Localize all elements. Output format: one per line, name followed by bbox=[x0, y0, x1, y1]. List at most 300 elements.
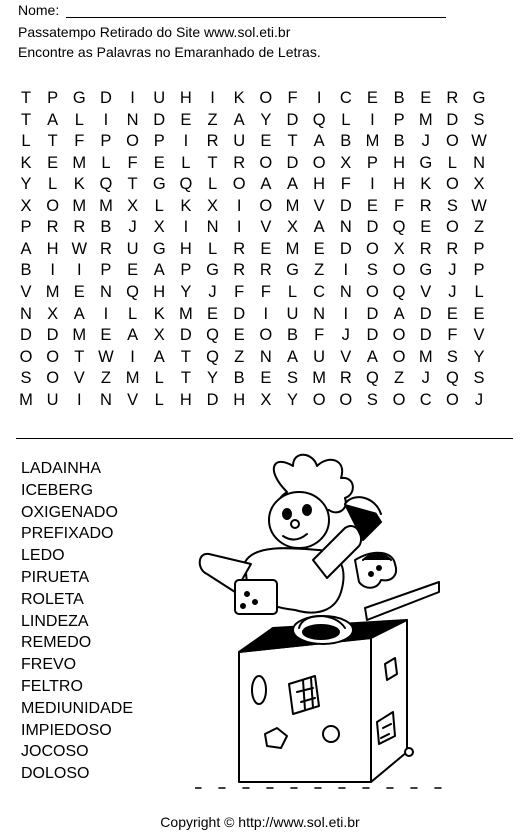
grid-letter: D bbox=[366, 304, 379, 323]
grid-letter: L bbox=[207, 239, 218, 258]
grid-letter: Y bbox=[20, 175, 32, 194]
grid-letter: D bbox=[339, 196, 352, 215]
grid-letter: L bbox=[181, 153, 191, 172]
grid-row bbox=[16, 196, 512, 216]
grid-letter: Y bbox=[207, 369, 219, 388]
grid-letter: P bbox=[100, 132, 112, 151]
grid-letter: Y bbox=[180, 282, 192, 301]
grid-letter: O bbox=[259, 153, 273, 172]
grid-letter: M bbox=[418, 347, 433, 366]
grid-letter: O bbox=[392, 347, 406, 366]
grid-letter: T bbox=[127, 175, 138, 194]
grid-letter: C bbox=[313, 282, 326, 301]
grid-letter: A bbox=[366, 347, 378, 366]
grid-letter: S bbox=[473, 369, 485, 388]
grid-letter: C bbox=[339, 89, 352, 107]
grid-letter: H bbox=[46, 239, 59, 258]
grid-letter: Z bbox=[234, 347, 245, 366]
grid-row bbox=[16, 88, 512, 108]
grid-letter: M bbox=[45, 282, 60, 301]
grid-letter: A bbox=[153, 347, 165, 366]
word-list-item: LINDEZA bbox=[21, 612, 89, 630]
grid-letter: H bbox=[393, 175, 406, 194]
grid-letter: I bbox=[343, 261, 349, 280]
grid-letter: M bbox=[285, 239, 300, 258]
grid-letter: R bbox=[446, 239, 459, 258]
grid-letter: I bbox=[236, 196, 242, 215]
grid-letter: R bbox=[446, 89, 459, 107]
grid-letter: T bbox=[180, 347, 191, 366]
jack-in-the-box-illustration bbox=[195, 452, 445, 792]
grid-letter: U bbox=[46, 390, 59, 409]
grid-letter: E bbox=[180, 110, 192, 129]
grid-letter: I bbox=[77, 390, 82, 409]
grid-letter: P bbox=[366, 153, 378, 172]
grid-letter: O bbox=[46, 347, 60, 366]
grid-letter: N bbox=[99, 390, 112, 409]
grid-letter: Q bbox=[206, 347, 219, 366]
grid-letter: T bbox=[180, 369, 191, 388]
grid-letter: E bbox=[313, 239, 325, 258]
grid-letter: Z bbox=[100, 369, 111, 388]
grid-letter: I bbox=[343, 304, 349, 323]
grid-letter: H bbox=[393, 153, 406, 172]
grid-letter: Y bbox=[286, 390, 298, 409]
box-lid bbox=[365, 582, 439, 620]
grid-letter: J bbox=[421, 132, 430, 151]
grid-row bbox=[16, 174, 512, 194]
grid-letter: U bbox=[286, 304, 299, 323]
grid-letter: D bbox=[286, 110, 299, 129]
grid-letter: M bbox=[72, 196, 87, 215]
grid-letter: L bbox=[207, 175, 218, 194]
grid-letter: D bbox=[153, 110, 166, 129]
grid-letter: O bbox=[445, 175, 459, 194]
grid-letter: K bbox=[180, 196, 192, 215]
grid-letter: K bbox=[420, 175, 432, 194]
grid-letter: X bbox=[260, 390, 272, 409]
grid-letter: R bbox=[233, 261, 246, 280]
grid-letter: X bbox=[393, 239, 405, 258]
grid-letter: E bbox=[73, 282, 85, 301]
word-list-item: ICEBERG bbox=[21, 481, 94, 499]
grid-letter: V bbox=[420, 282, 432, 301]
grid-letter: G bbox=[472, 89, 486, 107]
grid-letter: D bbox=[339, 239, 352, 258]
grid-letter: P bbox=[20, 218, 32, 237]
grid-letter: C bbox=[419, 390, 432, 409]
instructions-line: Encontre as Palavras no Emaranhado de Letras. bbox=[18, 44, 321, 60]
grid-letter: E bbox=[420, 89, 432, 107]
grid-row bbox=[16, 304, 512, 324]
grid-letter: Z bbox=[207, 110, 218, 129]
grid-letter: V bbox=[127, 390, 139, 409]
grid-letter: R bbox=[73, 218, 86, 237]
grid-row bbox=[16, 325, 512, 345]
grid-letter: P bbox=[47, 89, 59, 107]
word-list-item: PIRUETA bbox=[21, 569, 90, 586]
grid-letter: H bbox=[153, 282, 166, 301]
grid-letter: R bbox=[233, 153, 246, 172]
grid-letter: O bbox=[366, 239, 379, 258]
grid-letter: Q bbox=[126, 282, 140, 301]
grid-letter: O bbox=[445, 132, 459, 151]
word-list-item: LEDO bbox=[21, 547, 65, 565]
grid-letter: L bbox=[154, 369, 164, 388]
grid-letter: Y bbox=[473, 347, 485, 366]
grid-letter: B bbox=[20, 261, 32, 280]
grid-letter: I bbox=[210, 89, 215, 107]
grid-letter: N bbox=[206, 218, 219, 237]
grid-letter: S bbox=[366, 261, 378, 280]
grid-letter: N bbox=[473, 153, 485, 172]
grid-letter: I bbox=[50, 261, 55, 280]
grid-letter: V bbox=[340, 347, 352, 366]
grid-letter: M bbox=[179, 304, 193, 323]
grid-letter: X bbox=[473, 175, 485, 194]
grid-letter: W bbox=[471, 132, 487, 151]
grid-row bbox=[16, 368, 512, 388]
grid-letter: R bbox=[99, 239, 112, 258]
grid-letter: O bbox=[259, 326, 273, 345]
grid-letter: S bbox=[286, 369, 298, 388]
grid-letter: X bbox=[153, 326, 165, 345]
grid-letter: E bbox=[260, 132, 272, 151]
grid-letter: D bbox=[419, 304, 432, 323]
grid-letter: I bbox=[103, 110, 109, 129]
grid-letter: D bbox=[206, 390, 219, 409]
grid-letter: I bbox=[77, 261, 82, 280]
grid-letter: O bbox=[445, 390, 459, 409]
grid-letter: V bbox=[473, 326, 485, 345]
grid-letter: D bbox=[419, 326, 432, 345]
grid-letter: D bbox=[366, 218, 379, 237]
grid-letter: F bbox=[314, 326, 325, 345]
copyright-footer: Copyright © http://www.sol.eti.br bbox=[160, 814, 360, 830]
grid-letter: N bbox=[99, 282, 112, 301]
grid-letter: G bbox=[72, 89, 86, 107]
grid-letter: A bbox=[393, 304, 405, 323]
grid-letter: X bbox=[47, 304, 59, 323]
grid-letter: L bbox=[101, 153, 111, 172]
grid-letter: Z bbox=[314, 261, 325, 280]
grid-letter: E bbox=[260, 369, 272, 388]
grid-letter: D bbox=[99, 89, 112, 107]
grid-letter: X bbox=[286, 218, 298, 237]
grid-letter: X bbox=[127, 196, 139, 215]
grid-letter: F bbox=[394, 196, 405, 215]
grid-letter: O bbox=[366, 282, 379, 301]
grid-letter: H bbox=[233, 390, 246, 409]
grid-letter: I bbox=[236, 218, 242, 237]
word-list-item: OXIGENADO bbox=[21, 503, 118, 521]
grid-letter: F bbox=[287, 89, 298, 107]
grid-letter: F bbox=[340, 175, 351, 194]
grid-letter: D bbox=[366, 326, 379, 345]
grid-letter: O bbox=[339, 390, 353, 409]
name-blank-line bbox=[66, 17, 446, 18]
word-list-item: FELTRO bbox=[21, 678, 83, 695]
grid-letter: A bbox=[313, 132, 325, 151]
grid-letter: R bbox=[206, 132, 219, 151]
grid-letter: J bbox=[448, 261, 457, 280]
grid-letter: V bbox=[313, 196, 325, 215]
word-list-item: ROLETA bbox=[21, 590, 84, 608]
grid-letter: X bbox=[340, 153, 352, 172]
grid-letter: T bbox=[74, 347, 85, 366]
grid-letter: U bbox=[233, 132, 246, 151]
grid-letter: E bbox=[100, 326, 112, 345]
grid-letter: F bbox=[260, 282, 271, 301]
grid-letter: P bbox=[100, 261, 112, 280]
grid-letter: J bbox=[208, 282, 217, 301]
grid-letter: A bbox=[47, 110, 59, 129]
word-list-item: JOCOSO bbox=[21, 743, 89, 761]
grid-letter: M bbox=[72, 326, 87, 345]
grid-letter: B bbox=[233, 369, 245, 388]
grid-letter: D bbox=[46, 326, 59, 345]
grid-letter: R bbox=[259, 261, 272, 280]
grid-letter: O bbox=[259, 196, 273, 215]
grid-letter: L bbox=[74, 110, 84, 129]
grid-letter: B bbox=[286, 326, 298, 345]
grid-letter: A bbox=[20, 239, 32, 258]
grid-row bbox=[16, 282, 512, 302]
grid-letter: E bbox=[233, 326, 245, 345]
grid-letter: D bbox=[286, 153, 299, 172]
grid-letter: E bbox=[47, 153, 59, 172]
word-list-item: PREFIXADO bbox=[21, 525, 114, 543]
grid-letter: I bbox=[130, 89, 135, 107]
word-list-item: LADAINHA bbox=[21, 460, 102, 477]
grid-row bbox=[16, 110, 512, 130]
grid-letter: O bbox=[46, 196, 60, 215]
grid-letter: I bbox=[183, 218, 189, 237]
word-list-item: MEDIUNIDADE bbox=[21, 699, 134, 717]
grid-letter: B bbox=[100, 218, 112, 237]
source-line: Passatempo Retirado do Site www.sol.eti.br bbox=[18, 24, 291, 40]
grid-letter: O bbox=[46, 369, 60, 388]
grid-letter: I bbox=[103, 304, 109, 323]
grid-letter: N bbox=[313, 304, 326, 323]
grid-letter: B bbox=[393, 89, 405, 107]
word-list-item: REMEDO bbox=[21, 634, 92, 652]
grid-letter: P bbox=[180, 261, 192, 280]
grid-letter: S bbox=[366, 390, 378, 409]
word-list-item: IMPIEDOSO bbox=[21, 721, 112, 739]
grid-letter: K bbox=[153, 304, 165, 323]
grid-letter: O bbox=[232, 175, 246, 194]
grid-letter: D bbox=[233, 304, 246, 323]
grid-letter: D bbox=[179, 326, 192, 345]
grid-letter: X bbox=[153, 218, 165, 237]
grid-letter: A bbox=[73, 304, 85, 323]
grid-letter: R bbox=[233, 239, 246, 258]
grid-letter: D bbox=[20, 326, 32, 345]
grid-letter: T bbox=[287, 132, 298, 151]
grid-letter: H bbox=[179, 89, 192, 107]
grid-letter: Q bbox=[206, 326, 219, 345]
grid-letter: K bbox=[233, 89, 245, 107]
grid-letter: Z bbox=[474, 218, 485, 237]
grid-letter: M bbox=[99, 196, 113, 215]
grid-letter: N bbox=[126, 110, 139, 129]
grid-row bbox=[16, 347, 512, 367]
grid-row bbox=[16, 217, 512, 237]
grid-letter: T bbox=[20, 110, 32, 129]
grid-letter: N bbox=[259, 347, 272, 366]
grid-letter: N bbox=[339, 282, 352, 301]
grid-letter: E bbox=[473, 304, 485, 323]
grid-letter: O bbox=[392, 326, 406, 345]
open-box bbox=[195, 616, 445, 788]
grid-letter: Z bbox=[394, 369, 405, 388]
grid-letter: A bbox=[286, 175, 298, 194]
grid-letter: P bbox=[153, 132, 165, 151]
grid-letter: B bbox=[393, 132, 405, 151]
grid-letter: M bbox=[418, 110, 433, 129]
grid-letter: H bbox=[313, 175, 326, 194]
grid-letter: O bbox=[312, 153, 326, 172]
grid-letter: Y bbox=[260, 110, 272, 129]
grid-letter: J bbox=[128, 218, 137, 237]
grid-letter: I bbox=[183, 132, 189, 151]
grid-letter: E bbox=[446, 304, 458, 323]
grid-letter: J bbox=[341, 326, 350, 345]
grid-letter: M bbox=[72, 153, 87, 172]
grid-letter: A bbox=[153, 261, 165, 280]
divider bbox=[16, 438, 513, 439]
grid-letter: G bbox=[152, 239, 166, 258]
grid-letter: E bbox=[207, 304, 219, 323]
grid-letter: F bbox=[74, 132, 85, 151]
grid-letter: W bbox=[471, 196, 487, 215]
grid-row bbox=[16, 153, 512, 173]
grid-letter: P bbox=[473, 261, 485, 280]
word-list-item: DOLOSO bbox=[21, 765, 90, 783]
grid-letter: J bbox=[421, 369, 430, 388]
grid-letter: A bbox=[286, 347, 298, 366]
grid-letter: L bbox=[287, 282, 298, 301]
grid-letter: M bbox=[285, 196, 300, 215]
grid-letter: E bbox=[366, 196, 378, 215]
grid-letter: T bbox=[47, 132, 58, 151]
grid-letter: V bbox=[73, 369, 85, 388]
grid-letter: K bbox=[20, 153, 32, 172]
grid-letter: W bbox=[71, 239, 88, 258]
grid-letter: G bbox=[152, 175, 166, 194]
grid-letter: G bbox=[286, 261, 299, 280]
grid-letter: T bbox=[20, 89, 32, 107]
grid-letter: V bbox=[20, 282, 32, 301]
grid-letter: Q bbox=[366, 369, 379, 388]
grid-letter: J bbox=[474, 390, 484, 409]
grid-row bbox=[16, 390, 512, 410]
grid-letter: H bbox=[179, 239, 192, 258]
grid-letter: F bbox=[127, 153, 138, 172]
grid-letter: U bbox=[153, 89, 166, 107]
grid-letter: A bbox=[313, 218, 325, 237]
grid-letter: L bbox=[21, 132, 31, 151]
grid-letter: M bbox=[125, 369, 140, 388]
grid-letter: O bbox=[392, 261, 406, 280]
grid-letter: J bbox=[448, 282, 457, 301]
grid-letter: L bbox=[341, 110, 351, 129]
grid-letter: A bbox=[233, 110, 245, 129]
grid-letter: I bbox=[316, 89, 322, 107]
grid-letter: U bbox=[313, 347, 326, 366]
grid-letter: S bbox=[446, 347, 458, 366]
grid-letter: M bbox=[365, 132, 380, 151]
grid-letter: P bbox=[473, 239, 485, 258]
grid-letter: S bbox=[20, 369, 32, 388]
grid-letter: L bbox=[48, 175, 58, 194]
grid-letter: E bbox=[127, 261, 139, 280]
grid-letter: I bbox=[130, 347, 135, 366]
grid-letter: S bbox=[473, 110, 485, 129]
grid-letter: I bbox=[370, 175, 375, 194]
grid-letter: I bbox=[370, 110, 375, 129]
grid-letter: Q bbox=[99, 175, 113, 194]
name-label: Nome: bbox=[18, 2, 60, 18]
grid-letter: G bbox=[206, 261, 219, 280]
grid-letter: L bbox=[447, 153, 457, 172]
grid-letter: M bbox=[19, 390, 33, 409]
grid-letter: T bbox=[207, 153, 218, 172]
grid-letter: Q bbox=[312, 110, 326, 129]
grid-letter: Q bbox=[445, 369, 459, 388]
letter-grid bbox=[16, 88, 512, 414]
grid-letter: E bbox=[420, 218, 432, 237]
grid-letter: Q bbox=[392, 218, 406, 237]
grid-letter: E bbox=[153, 153, 165, 172]
grid-letter: F bbox=[447, 326, 458, 345]
grid-letter: N bbox=[339, 218, 352, 237]
grid-letter: Q bbox=[392, 282, 406, 301]
grid-letter: Q bbox=[179, 175, 193, 194]
grid-letter: A bbox=[260, 175, 272, 194]
grid-letter: A bbox=[127, 326, 139, 345]
grid-letter: E bbox=[366, 89, 378, 107]
grid-letter: X bbox=[207, 196, 219, 215]
grid-letter: B bbox=[340, 132, 352, 151]
grid-letter: N bbox=[20, 304, 32, 323]
grid-letter: O bbox=[259, 89, 273, 107]
grid-letter: E bbox=[260, 239, 272, 258]
grid-letter: F bbox=[234, 282, 245, 301]
grid-letter: K bbox=[73, 175, 85, 194]
grid-letter: O bbox=[19, 347, 33, 366]
grid-letter: D bbox=[446, 110, 459, 129]
grid-row bbox=[16, 131, 512, 151]
grid-letter: I bbox=[263, 304, 269, 323]
grid-letter: L bbox=[128, 304, 138, 323]
grid-letter: V bbox=[260, 218, 272, 237]
grid-letter: O bbox=[445, 218, 459, 237]
grid-letter: R bbox=[419, 239, 432, 258]
grid-letter: X bbox=[20, 196, 32, 215]
grid-row bbox=[16, 260, 512, 280]
grid-letter: L bbox=[154, 390, 164, 409]
grid-letter: U bbox=[126, 239, 139, 258]
grid-letter: P bbox=[393, 110, 405, 129]
grid-row bbox=[16, 239, 512, 259]
grid-letter: L bbox=[154, 196, 164, 215]
grid-letter: R bbox=[46, 218, 59, 237]
grid-letter: W bbox=[98, 347, 114, 366]
grid-letter: H bbox=[179, 390, 192, 409]
grid-letter: L bbox=[474, 282, 484, 301]
